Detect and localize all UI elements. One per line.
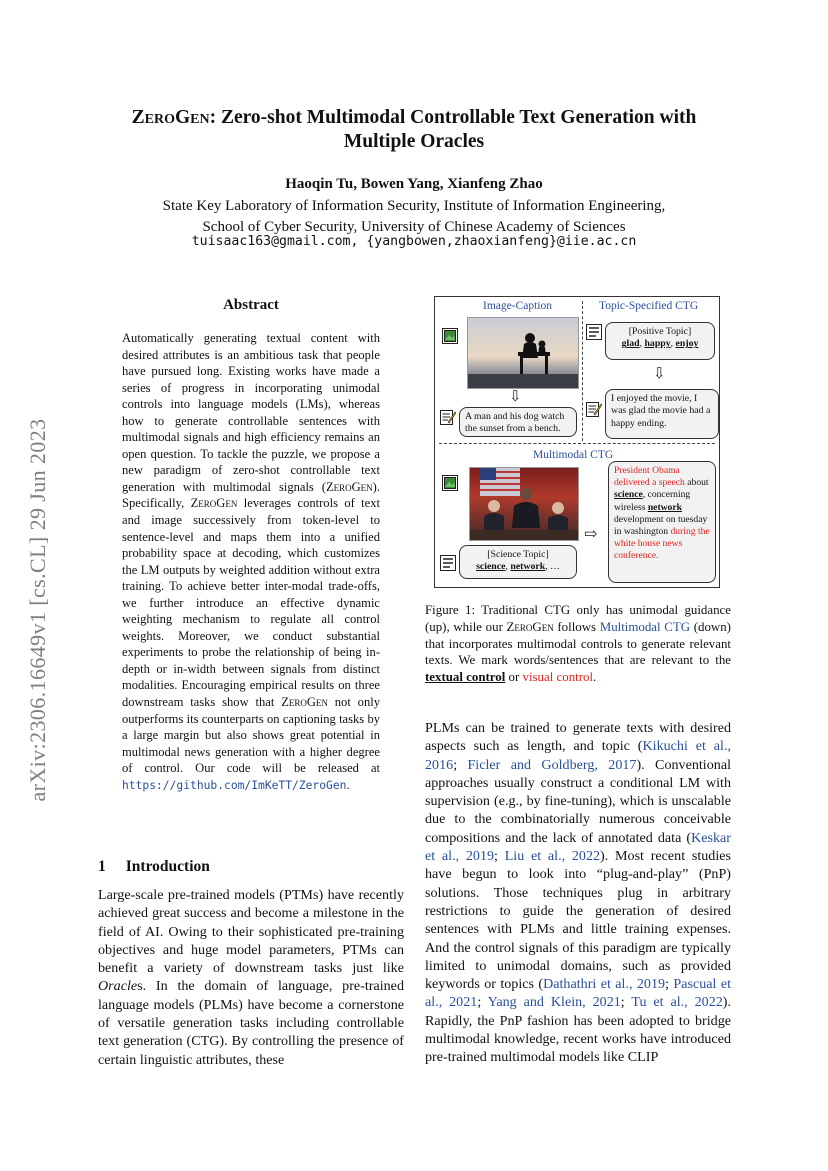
down-arrow-icon: ⇩ — [653, 366, 666, 382]
arxiv-identifier: arXiv:2306.16649v1 [cs.CL] 29 Jun 2023 — [25, 418, 50, 802]
caption-output-bubble: A man and his dog watch the sunset from a bench. — [459, 407, 577, 437]
method-name: ZeroGen — [506, 619, 554, 634]
body-text: ; — [477, 994, 488, 1011]
multimodal-output-bubble — [608, 461, 716, 583]
divider-horizontal — [439, 443, 715, 444]
citation-link[interactable]: Yang and Klein, 2021 — [487, 994, 621, 1011]
paper-title — [60, 106, 768, 154]
right-column-paragraph — [425, 719, 731, 1067]
caption-text: . — [593, 670, 597, 685]
affiliation-line-2: School of Cyber Security, University of Chinese Academy of Sciences — [202, 218, 626, 235]
textual-control-word: science — [614, 489, 643, 501]
topic-word: happy — [644, 338, 671, 350]
title-line-2: Multiple Oracles — [343, 131, 485, 152]
topic-word: network — [510, 561, 546, 573]
body-text: ). Most recent studies have begun to look into “plug-and-play” (PnP) solutions. Those techniques plug in arbitrary restrictions to guide the generation of desired sentences with PLMs and little training expenses. And the control signals of this paradigm are typically limited to unimodal domains, such as provided keywords or topics ( — [425, 848, 732, 993]
caption-text: Figure 1: Traditional CTG only has unimodal guidance (up), while our — [425, 603, 731, 634]
down-arrow-icon: ⇩ — [509, 389, 522, 405]
method-name: ZeroGen — [325, 479, 373, 494]
topic-word: enjoy — [675, 338, 699, 350]
citation-link[interactable]: Kikuchi et al., 2016 — [425, 738, 732, 773]
abstract-text: not only outperforms its counterparts on captioning tasks by a large margin but also shows great potential in multimodal news generation with a higher degree of control. Our code will be released at — [122, 695, 380, 776]
abstract-text: . — [346, 777, 350, 792]
right-arrow-icon: ⇨ — [584, 526, 598, 543]
visual-control-text: President Obama delivered a speech — [614, 465, 685, 489]
image-icon — [442, 328, 458, 344]
caption-text: (down) that incorporates multimodal controls to generate relevant texts. We mark words/sentences that are relevant to the — [425, 619, 731, 668]
output-text: , concerning wireless — [614, 489, 691, 513]
intro-text: Large-scale pre-trained models (PTMs) have recently achieved great success and become a milestone in the field of AI. Owing to their sophisticated pre-training objectives and huge model parameters, PTMs can benefit a variety of downstream tasks just like — [98, 887, 404, 977]
affiliation-line-1: State Key Laboratory of Information Security, Institute of Information Engineering, — [162, 198, 666, 214]
code-url-link[interactable]: https://github.com/ImKeTT/ZeroGen — [122, 778, 347, 792]
citation-link[interactable]: Tu et al., 2022 — [631, 994, 723, 1011]
speaker-scene — [470, 468, 578, 540]
author-emails: tuisaac163@gmail.com, {yangbowen,zhaoxianfeng}@iie.ac.cn — [191, 234, 637, 249]
positive-topic-bubble: [Positive Topic] glad, happy, enjoy — [605, 322, 715, 360]
method-name: ZeroGen — [281, 695, 328, 710]
label-multimodal-ctg: Multimodal CTG — [533, 449, 614, 461]
intro-text: s. In the domain of language, pre-trained language models (PLMs) have become a cornerstone of versatile generation tasks including controllable text generation (CTG). By controlling the presence of certain linguistic attributes, these — [98, 978, 404, 1068]
science-topic-bubble: [Science Topic] science, network, … — [459, 545, 577, 579]
body-text: ; — [620, 994, 632, 1011]
citation-link[interactable]: Pascual et al., 2021 — [425, 976, 731, 1011]
visual-control-text: during the white house news conference. — [614, 526, 710, 562]
method-name: ZeroGen — [190, 496, 238, 511]
figure-caption — [425, 602, 731, 686]
section-title: Introduction — [125, 858, 210, 875]
science-topic-label: [Science Topic] — [487, 549, 549, 560]
authors: Haoqin Tu, Bowen Yang, Xianfeng Zhao — [285, 176, 543, 192]
topic-word: science — [476, 561, 506, 573]
pencil-note-icon — [586, 401, 602, 417]
textual-control-word: network — [647, 501, 682, 513]
abstract-heading: Abstract — [223, 297, 279, 313]
output-text: about — [687, 477, 709, 489]
pencil-note-icon — [440, 409, 456, 425]
body-text: ). Rapidly, the PnP fashion has been adopted to bridge multimodal knowledge, recent works have introduced pre-trained multimodal models like CLIP — [425, 994, 732, 1066]
citation-link[interactable]: Keskar et al., 2019 — [425, 829, 731, 865]
section-heading-introduction — [98, 858, 210, 876]
abstract-text: ). Specifically, — [122, 479, 380, 511]
caption-text: follows — [553, 619, 600, 634]
topic-word: , … — [545, 561, 560, 573]
body-text: ; — [453, 756, 468, 773]
image-icon — [442, 475, 458, 491]
press-conference-photo — [469, 467, 579, 541]
topic-output-bubble: I enjoyed the movie, I was glad the movie had a happy ending. — [605, 389, 719, 439]
output-text: development on tuesday in washington — [614, 513, 708, 538]
arxiv-sidebar — [18, 370, 58, 850]
topic-word: glad — [621, 338, 640, 350]
body-text: ). Conventional approaches usually construct a conditional LM with supervision (e.g., by fine-tuning), which is unscalable due to the combinatorially numerous conceivable compositions and the lack of annotated data ( — [425, 756, 731, 846]
label-image-caption: Image-Caption — [483, 300, 552, 312]
abstract-body — [122, 330, 380, 794]
body-text: ; — [494, 848, 505, 865]
textual-control-term: textual control — [425, 670, 506, 685]
citation-link[interactable]: Liu et al., 2022 — [504, 848, 601, 865]
divider-vertical — [582, 301, 583, 441]
citation-link[interactable]: Dathathri et al., 2019 — [543, 976, 666, 993]
intro-paragraph — [98, 886, 404, 1069]
figure-1 — [434, 296, 720, 588]
text-document-icon — [586, 324, 602, 340]
citation-link[interactable]: Ficler and Goldberg, 2017 — [467, 756, 637, 773]
oracle-term: Oracle — [98, 978, 138, 995]
section-number: 1 — [98, 858, 106, 875]
multimodal-ctg-term: Multimodal CTG — [599, 619, 691, 634]
caption-text: or — [505, 670, 523, 685]
bench-silhouette — [468, 318, 578, 388]
abstract-text: Automatically generating textual content with desired attributes is an ambitious task that people have pursued long. Existing works have made a series of progress in incorporating unimodal controls into language models (LMs), whereas how to generate controllable sentences with multimodal signals and high efficiency remains an open question. To tackle the puzzle, we propose a new paradigm of zero-shot controllable text generation with multimodal signals ( — [122, 331, 380, 494]
title-line-1: : Zero-shot Multimodal Controllable Text Generation with — [209, 107, 697, 128]
visual-control-term: visual control — [522, 670, 594, 685]
body-text: ; — [665, 976, 674, 993]
affiliation — [60, 196, 768, 237]
label-topic-ctg: Topic-Specified CTG — [599, 300, 699, 312]
text-document-icon — [440, 555, 456, 571]
abstract-text: leverages controls of text and image successively from token-level to sentence-level and maps them into a unified probability space at decoding, which customizes the LM outputs by weighted addition without extra training. To achieve better inter-modal trade-offs, we further introduce an effective dynamic weighting mechanism to regulate all control weights. Moreover, we conduct substantial experiments to probe the relationship of being in-depth or in-width between signals from distinct modalities. Encouraging empirical results on three downstream tasks show that — [122, 496, 380, 710]
sunset-photo — [467, 317, 579, 389]
method-name: ZeroGen — [131, 107, 210, 128]
body-text: PLMs can be trained to generate texts with desired aspects such as length, and topic ( — [425, 720, 731, 755]
positive-topic-label: [Positive Topic] — [628, 326, 692, 337]
